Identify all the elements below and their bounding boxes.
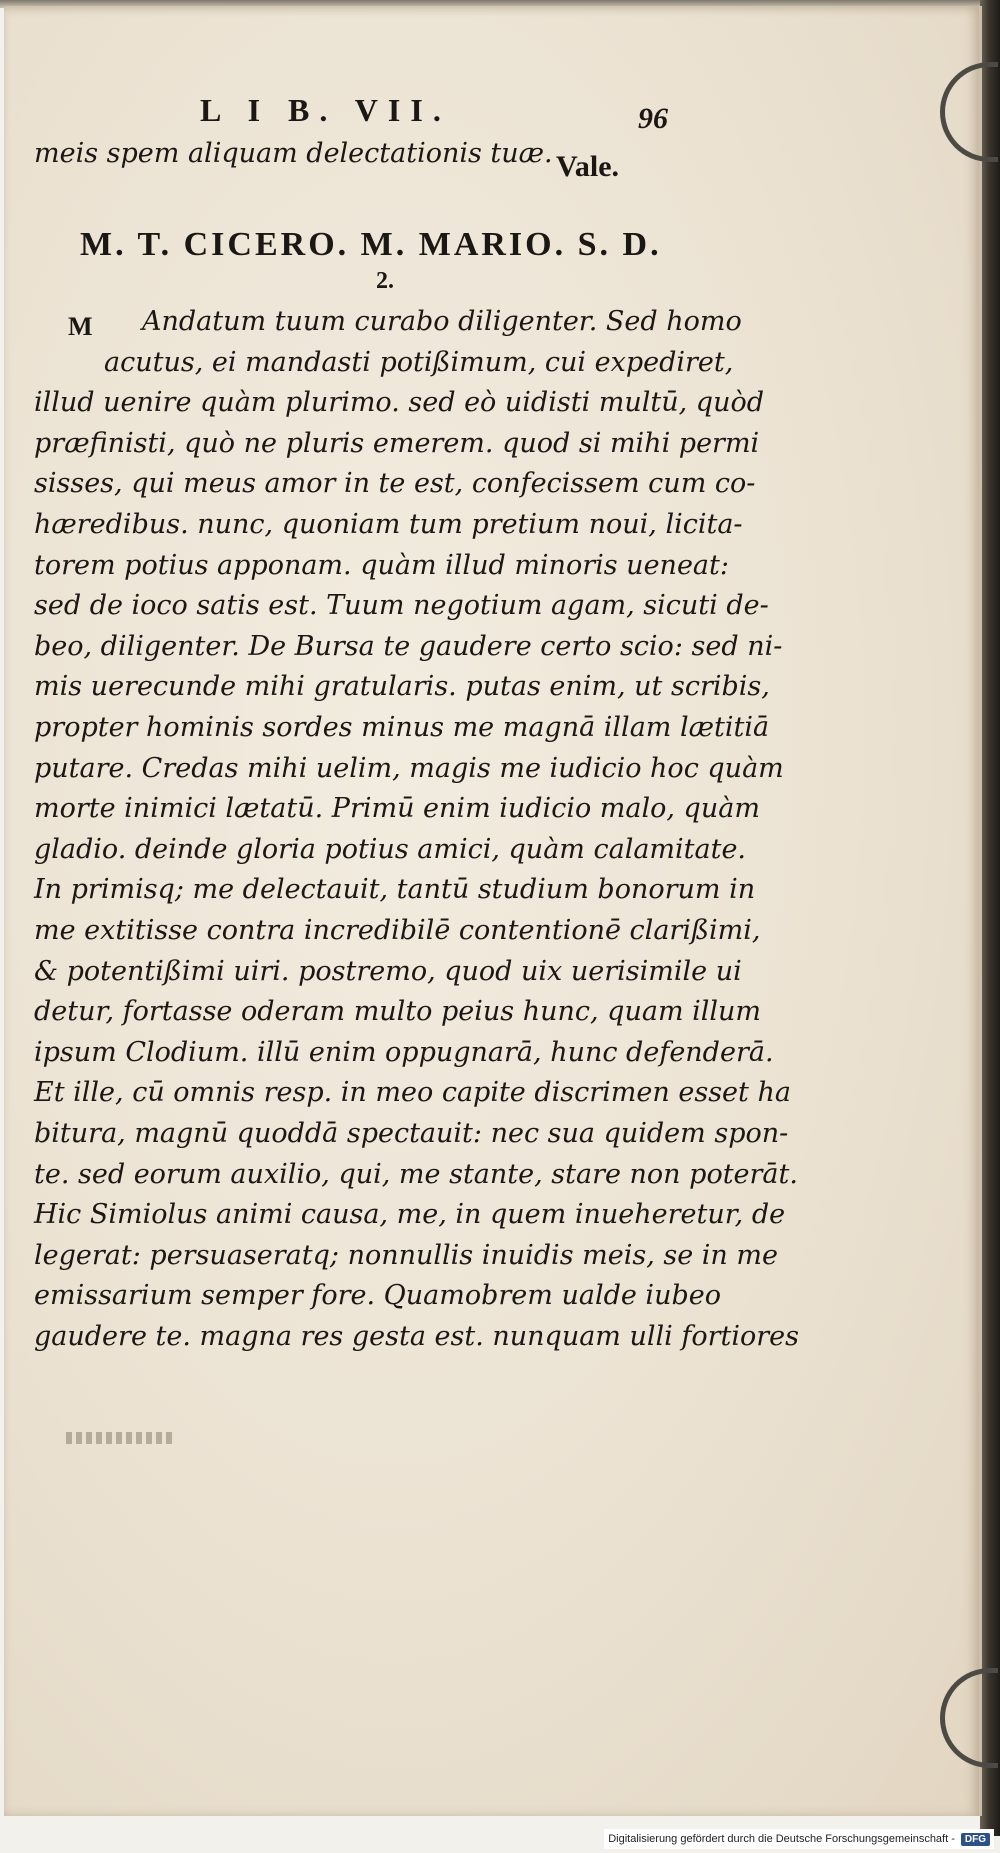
text-line: morte inimici lætatū. Primū enim iudicio malo, quàm [34,793,760,825]
text-line: Et ille, cū omnis resp. in meo capite discrimen esset ha [34,1077,791,1109]
text-line: emissarium semper fore. Quamobrem ualde iubeo [34,1280,721,1312]
initial-letter: M [68,312,93,341]
dfg-logo: DFG [961,1833,990,1846]
text-line: bitura, magnū quoddā spectauit: nec sua quidem spon- [34,1118,789,1149]
text-line: Andatum tuum curabo diligenter. Sed homo [142,306,742,337]
carryover-line: meis spem aliquam delectationis tuæ. [34,138,553,169]
closing-vale: Vale. [556,150,620,183]
text-line: propter hominis sordes minus me magnā illam lætitiā [34,712,770,743]
text-line: Hic Simiolus animi causa, me, in quem inueheretur, de [34,1199,786,1231]
text-line: sisses, qui meus amor in te est, confecissem cum co- [34,468,756,500]
text-line: ipsum Clodium. illū enim oppugnarā, hunc defenderā. [34,1036,774,1068]
book-page [4,6,982,1816]
text-line: hæredibus. nunc, quoniam tum pretium noui, licita- [34,509,743,540]
text-line: detur, fortasse oderam multo peius hunc, quam illum [34,996,762,1028]
digitization-footer [604,1829,994,1849]
text-line: illud uenire quàm plurimo. sed eò uidisti multū, quòd [34,387,765,419]
footer-credit: Digitalisierung gefördert durch die Deutsche Forschungsgemeinschaft - [608,1833,955,1845]
text-line: torem potius apponam. quàm illud minoris ueneat: [34,549,729,581]
text-line: te. sed eorum auxilio, qui, me stante, stare non poterāt. [34,1158,798,1190]
text-line: me extitisse contra incredibilē contentionē clarißimi, [34,915,761,946]
book-binding-edge [980,0,1000,1836]
letter-heading: M. T. CICERO. M. MARIO. S. D. [80,226,662,263]
text-line: beo, diligenter. De Bursa te gaudere certo scio: sed ni- [34,630,783,662]
bleed-through-mark [66,1432,176,1444]
text-line: gladio. deinde gloria potius amici, quàm calamitate. [34,833,747,865]
text-line: gaudere te. magna res gesta est. nunquam ulli fortiores [34,1321,800,1352]
letter-number: 2. [376,268,394,294]
text-line: præfinisti, quò ne pluris emerem. quod si mihi permi [34,427,760,459]
folio-number: 96 [638,102,668,135]
text-line: acutus, ei mandasti potißimum, cui expediret, [104,346,734,378]
text-line: & potentißimi uiri. postremo, quod uix uerisimile ui [34,955,742,987]
running-head: L I B. VII. [200,92,451,128]
text-line: putare. Credas mihi uelim, magis me iudicio hoc quàm [34,752,784,784]
text-line: In primisq; me delectauit, tantū studium bonorum in [34,874,756,906]
text-line: legerat: persuaseratq; nonnullis inuidis meis, se in me [34,1239,778,1271]
text-line: mis uerecunde mihi gratularis. putas enim, ut scribis, [34,671,770,703]
text-line: sed de ioco satis est. Tuum negotium agam, sicuti de- [34,590,769,622]
